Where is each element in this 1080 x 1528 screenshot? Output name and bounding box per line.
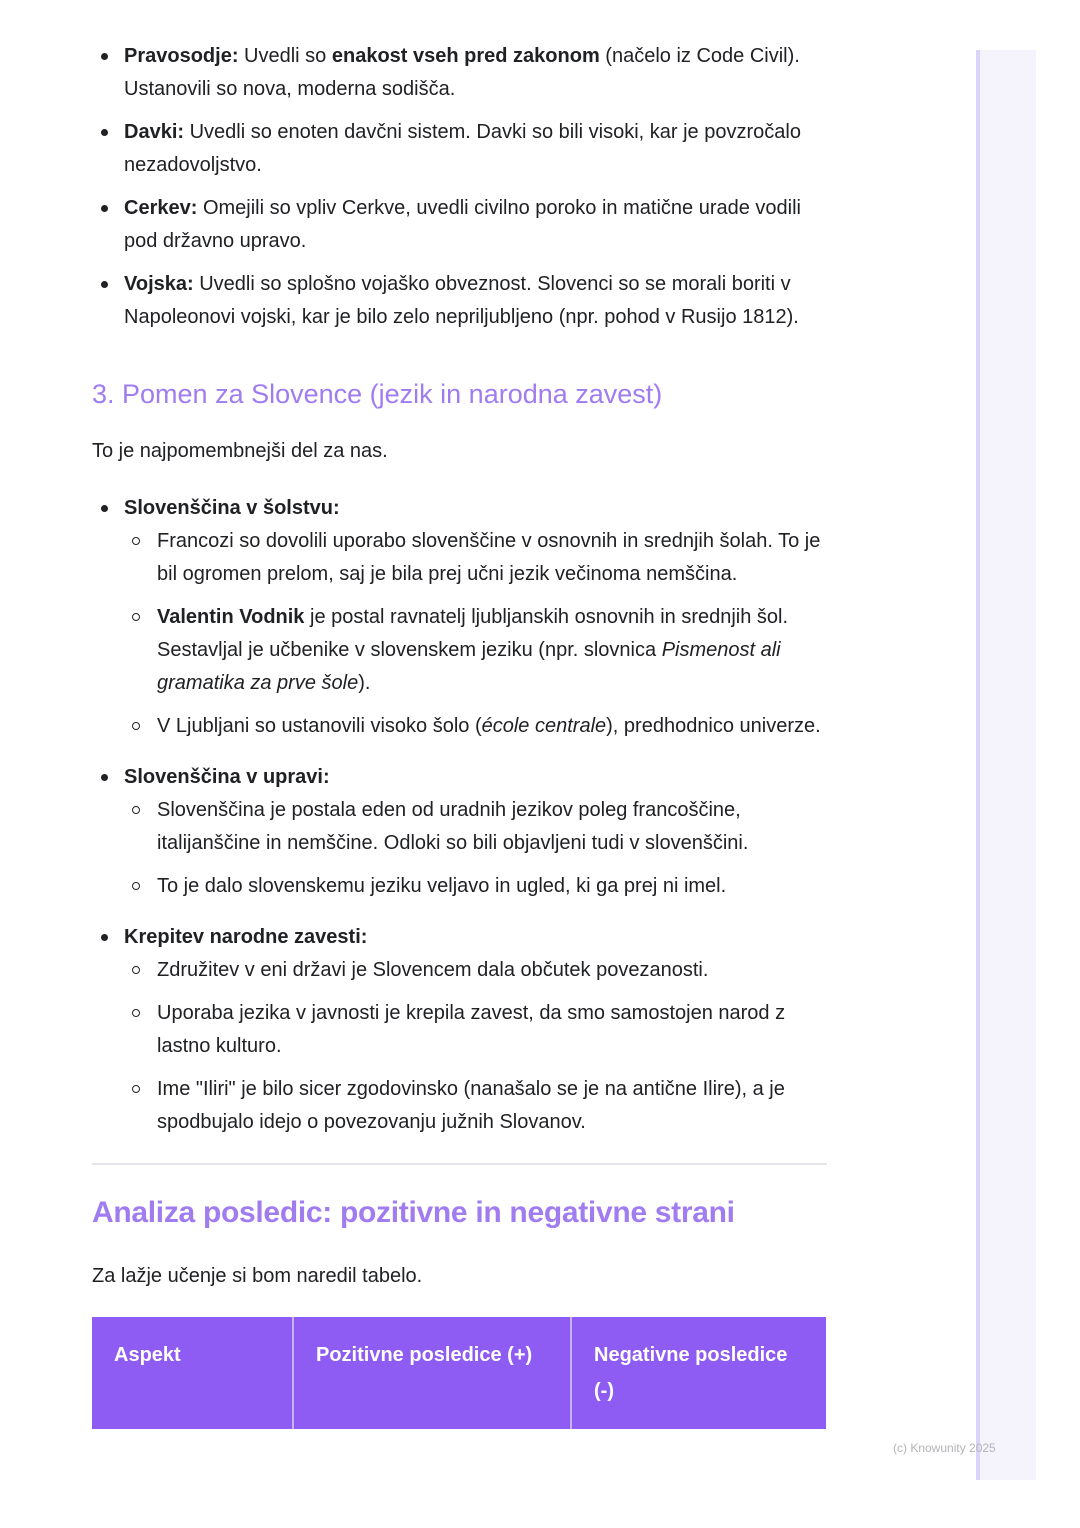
list-item-national-awareness: Krepitev narodne zavesti: Združitev v eni državi je Slovencem dala občutek povezanosti. Uporaba jezika v javnosti je krepila zavest, da smo samostojen narod z lastno kulturo. Ime "Iliri" je bilo sicer zgodovinsko (nanašalo se je na antične Ilire), a je spodbujalo idejo o povezovanju južnih Slovanov.: [92, 921, 832, 1139]
list-item: Davki: Uvedli so enoten davčni sistem. Davki so bili visoki, kar je povzročalo nezadovoljstvo.: [92, 116, 832, 182]
list-item-schools: Slovenščina v šolstvu: Francozi so dovolili uporabo slovenščine v osnovnih in srednjih šolah. To je bil ogromen prelom, saj je bila prej učni jezik večinoma nemščina. Valentin Vodnik je postal ravnatelj ljubljanskih osnovnih in srednjih šol. Sestavljal je učbenike v slovenskem jeziku (npr. slovnica Pismenost ali gramatika za prve šole). V Ljubljani so ustanovili visoko šolo (école centrale), predhodnico univerze.: [92, 492, 832, 743]
sublist: [124, 525, 832, 743]
sublist-item: Slovenščina je postala eden od uradnih jezikov poleg francoščine, italijanščine in nemščine. Odloki so bili objavljeni tudi v slovenščini.: [124, 794, 832, 860]
consequences-table: [92, 1317, 826, 1429]
copyright-text: (c) Knowunity 2025: [893, 1441, 996, 1455]
section-divider: [92, 1163, 827, 1165]
sublist-item: To je dalo slovenskemu jeziku veljavo in ugled, ki ga prej ni imel.: [124, 870, 832, 903]
sublist-item: Uporaba jezika v javnosti je krepila zavest, da smo samostojen narod z lastno kulturo.: [124, 997, 832, 1063]
sublist-item: V Ljubljani so ustanovili visoko šolo (école centrale), predhodnico univerze.: [124, 710, 832, 743]
document-content: [92, 40, 832, 1429]
list-item: Pravosodje: Uvedli so enakost vseh pred zakonom (načelo iz Code Civil). Ustanovili so nova, moderna sodišča.: [92, 40, 832, 106]
reforms-list: [92, 40, 832, 334]
list-item: Cerkev: Omejili so vpliv Cerkve, uvedli civilno poroko in matične urade vodili pod državno upravo.: [92, 192, 832, 258]
sublist-item: Ime "Iliri" je bilo sicer zgodovinsko (nanašalo se je na antične Ilire), a je spodbujalo idejo o povezovanju južnih Slovanov.: [124, 1073, 832, 1139]
sublist-item: Valentin Vodnik je postal ravnatelj ljubljanskih osnovnih in srednjih šol. Sestavljal je učbenike v slovenskem jeziku (npr. slovnica Pismenost ali gramatika za prve šole).: [124, 601, 832, 700]
sublist-item: Združitev v eni državi je Slovencem dala občutek povezanosti.: [124, 954, 832, 987]
list-item-administration: Slovenščina v upravi: Slovenščina je postala eden od uradnih jezikov poleg francoščine, italijanščine in nemščine. Odloki so bili objavljeni tudi v slovenščini. To je dalo slovenskemu jeziku veljavo in ugled, ki ga prej ni imel.: [92, 761, 832, 903]
table-header-negative: Negativne posledice (-): [571, 1317, 826, 1429]
section-intro: To je najpomembnejši del za nas.: [92, 440, 388, 462]
table-header-aspect: Aspekt: [92, 1317, 293, 1429]
sublist: [124, 794, 832, 903]
list-item: Vojska: Uvedli so splošno vojaško obveznost. Slovenci so se morali boriti v Napoleonovi vojski, kar je bilo zelo nepriljubljeno (npr. pohod v Rusijo 1812).: [92, 268, 832, 334]
analysis-heading: Analiza posledic: pozitivne in negativne strani: [92, 1196, 735, 1229]
table-header-positive: Pozitivne posledice (+): [293, 1317, 571, 1429]
right-sidebar: [976, 50, 1036, 1480]
table-header-row: [92, 1317, 826, 1429]
sublist: [124, 954, 832, 1139]
slovene-importance-list: [92, 492, 832, 1139]
section-heading: 3. Pomen za Slovence (jezik in narodna zavest): [92, 379, 663, 409]
analysis-intro: Za lažje učenje si bom naredil tabelo.: [92, 1265, 423, 1287]
sublist-item: Francozi so dovolili uporabo slovenščine v osnovnih in srednjih šolah. To je bil ogromen prelom, saj je bila prej učni jezik večinoma nemščina.: [124, 525, 832, 591]
